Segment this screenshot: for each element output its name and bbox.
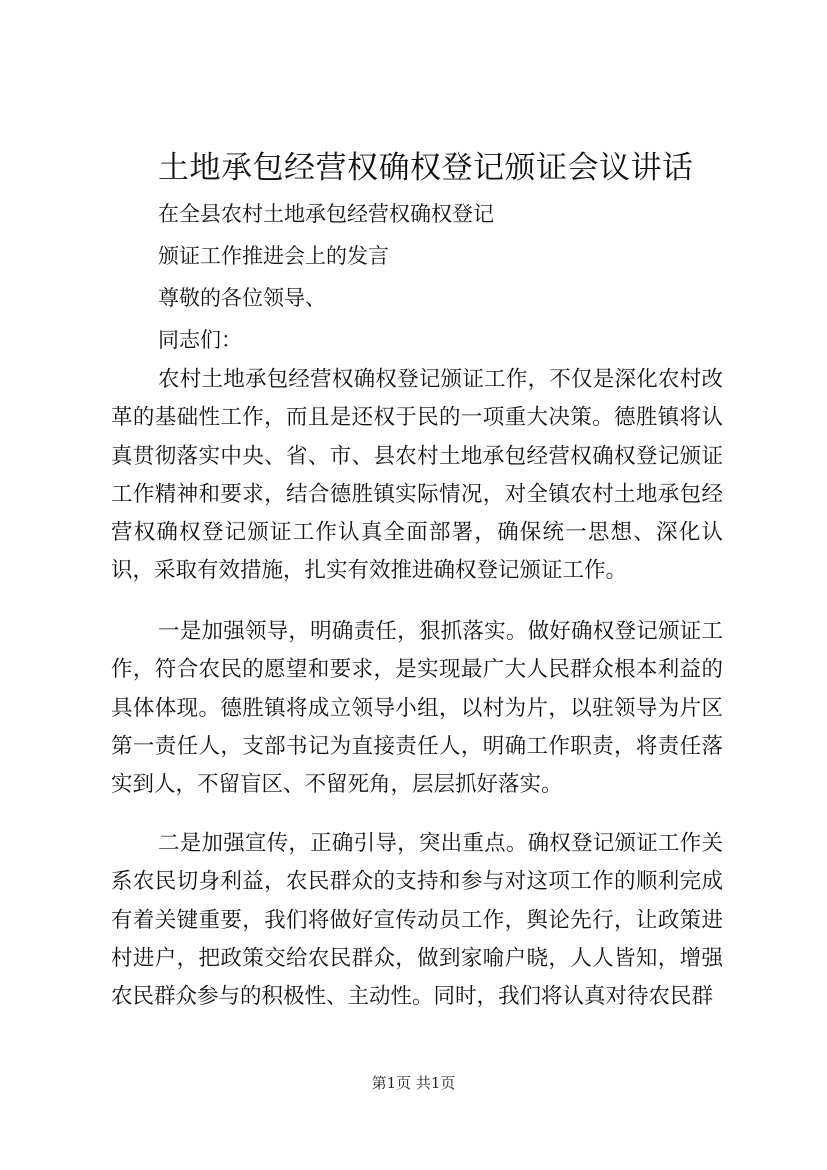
paragraph-leadership: 一是加强领导，明确责任，狠抓落实。做好确权登记颁证工作，符合农民的愿望和要求，是实现最广大人民群众根本利益的具体体现。德胜镇将成立领导小组，以村为片，以驻领导为片区第一责任人，支部书记为直接责任人，明确工作职责，将责任落实到人，不留盲区、不留死角，层层抓好落实。 [111,619,723,798]
subtitle-line-2: 颁证工作推进会上的发言 [158,244,389,268]
page-footer: 第1页 共1页 [371,1074,456,1092]
salutation-line-1: 尊敬的各位领导、 [158,286,326,310]
paragraph-publicity: 二是加强宣传，正确引导，突出重点。确权登记颁证工作关系农民切身利益，农民群众的支持和参与对这项工作的顺利完成有着关键重要，我们将做好宣传动员工作，舆论先行，让政策进村进户，把政策交给农民群众，做到家喻户晓，人人皆知，增强农民群众参与的积极性、主动性。同时，我们将认真对待农民群 [111,831,723,1010]
subtitle-line-1: 在全县农村土地承包经营权确权登记 [158,202,494,226]
paragraph-intro: 农村土地承包经营权确权登记颁证工作，不仅是深化农村改革的基础性工作，而且是还权于民的一项重大决策。德胜镇将认真贯彻落实中央、省、市、县农村土地承包经营权确权登记颁证工作精神和要求，结合德胜镇实际情况，对全镇农村土地承包经营权确权登记颁证工作认真全面部署，确保统一思想、深化认识，采取有效措施，扎实有效推进确权登记颁证工作。 [111,367,723,584]
document-title: 土地承包经营权确权登记颁证会议讲话 [158,150,694,186]
salutation-line-2: 同志们： [158,328,242,352]
